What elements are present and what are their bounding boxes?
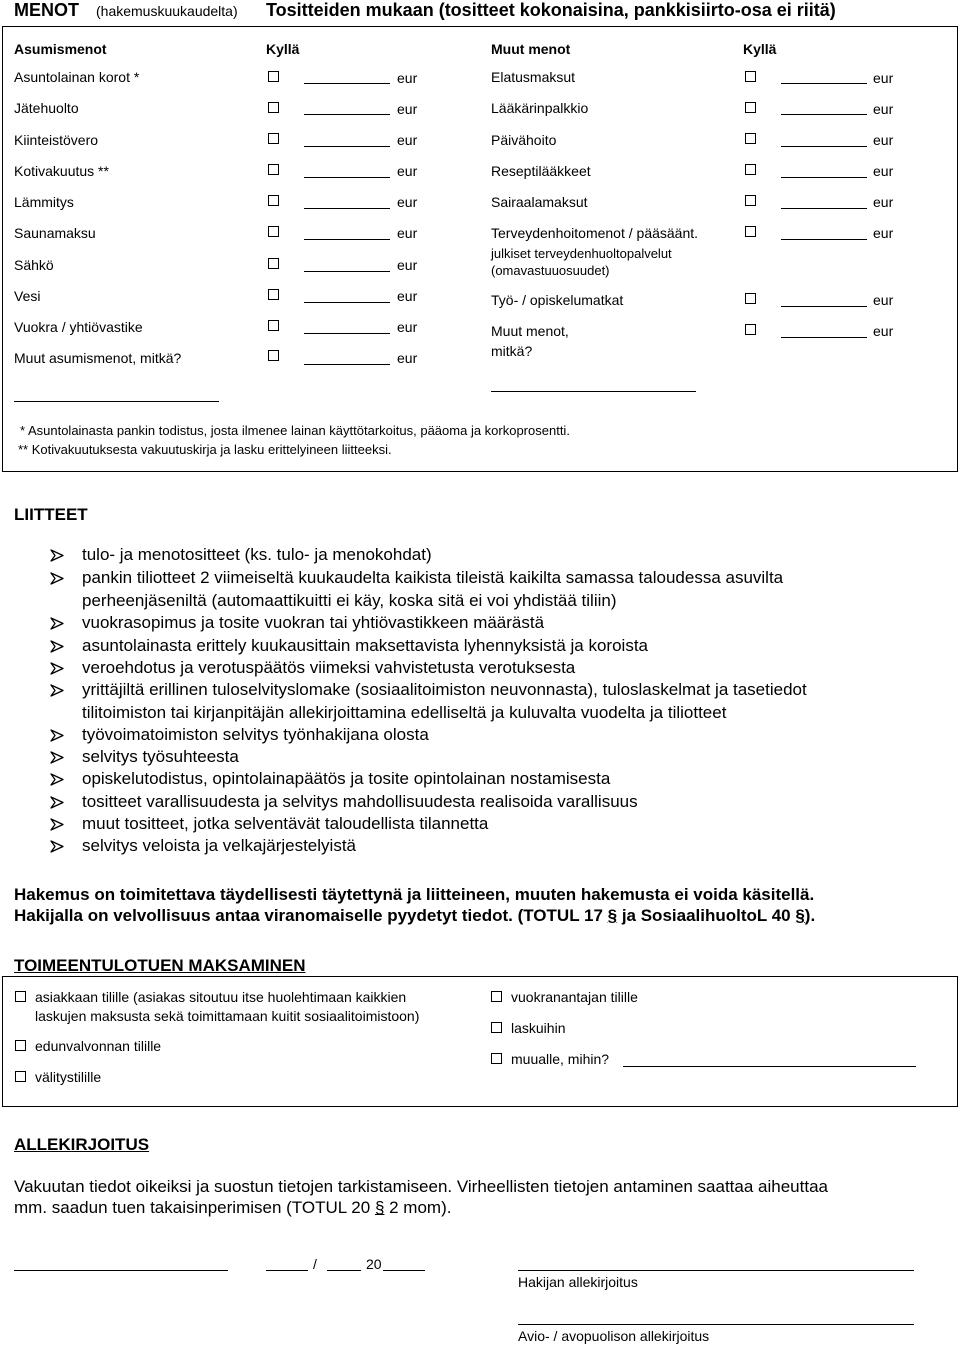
month-field[interactable] [327,1270,361,1271]
attachments-heading: LIITTEET [14,505,88,524]
currency-label: eur [397,101,418,117]
amount-field[interactable] [304,333,390,334]
amount-field[interactable] [781,337,867,338]
declaration-line-1: Vakuutan tiedot oikeiksi ja suostun tietojen tarkistamiseen. Virheellisten tietojen antaminen saattaa aiheuttaa [14,1177,828,1196]
yes-checkbox[interactable] [268,133,279,144]
expenses-frame [2,26,958,472]
year-prefix: 20 [366,1256,382,1272]
attachment-item: veroehdotus ja verotuspäätös viimeksi vahvistetusta verotuksesta [82,658,576,677]
health-note-line-2: (omavastuuosuudet) [491,263,610,278]
notice-line-2 [14,906,815,926]
amount-field[interactable] [304,83,390,84]
expense-label: Asuntolainan korot * [14,69,140,85]
spouse-signature-field[interactable] [518,1324,914,1325]
applicant-account-label: asiakkaan tilille (asiakas sitoutuu itse huolehtimaan kaikkien [35,989,407,1005]
attachment-item: vuokrasopimus ja tosite vuokran tai yhtiövastikkeen määrästä [82,613,545,632]
footnote-loan: * Asuntolainasta pankin todistus, josta ilmenee lainan käyttötarkoitus, pääoma ja korkoprosentti. [20,423,570,438]
declaration-text: 2 mom). [384,1198,452,1217]
landlord-account-label: vuokranantajan tilille [511,989,638,1005]
elsewhere-label: muualle, mihin? [511,1051,610,1067]
other-expenses-specify-field[interactable] [491,391,696,392]
expense-label: Kotivakuutus ** [14,163,109,179]
attachment-item: perheenjäseniltä (automaattikuitti ei käy, koska sitä ei voi yhdistää tiliin) [82,591,617,610]
yes-checkbox[interactable] [268,102,279,113]
expense-label: Elatusmaksut [491,69,576,85]
currency-label: eur [397,225,418,241]
currency-label: eur [397,319,418,335]
currency-label: eur [397,194,418,210]
elsewhere-field[interactable] [623,1066,916,1067]
yes-checkbox[interactable] [268,289,279,300]
expense-label: Vuokra / yhtiövastike [14,319,143,335]
guardian-account-label: edunvalvonnan tilille [35,1038,162,1054]
section-sign: § [795,906,805,925]
expense-label: Reseptilääkkeet [491,163,591,179]
notice-line-1: Hakemus on toimitettava täydellisesti täytettynä ja liitteineen, muuten hakemusta ei voida käsitellä. [14,885,815,904]
expense-label: Muut asumismenot, mitkä? [14,350,182,366]
currency-label: eur [873,101,894,117]
amount-field[interactable] [304,114,390,115]
yes-checkbox[interactable] [745,102,756,113]
currency-label: eur [873,292,894,308]
amount-field[interactable] [781,208,867,209]
footnote-insurance: ** Kotivakuutuksesta vakuutuskirja ja lasku erittelyineen liitteeksi. [18,442,392,457]
expense-label: Päivähoito [491,132,557,148]
place-field[interactable] [14,1270,228,1271]
section-title: MENOT [14,0,79,20]
currency-label: eur [397,70,418,86]
amount-field[interactable] [304,177,390,178]
attachment-item: tulo- ja menotositteet (ks. tulo- ja menokohdat) [82,545,432,564]
yes-checkbox[interactable] [745,195,756,206]
day-field[interactable] [266,1270,308,1271]
expense-label: Saunamaksu [14,225,96,241]
attachment-item: selvitys veloista ja velkajärjestelyistä [82,836,356,855]
invoice-checkbox[interactable] [491,1022,502,1033]
spouse-signature-label: Avio- / avopuolison allekirjoitus [518,1328,710,1344]
currency-label: eur [873,194,894,210]
applicant-signature-field[interactable] [518,1270,914,1271]
attachment-item: pankin tiliotteet 2 viimeiseltä kuukaudelta kaikista tileistä kaikilta samassa taloudessa asuvilta [82,568,784,587]
attachment-item: tilitoimiston tai kirjanpitäjän allekirjoittamina edelliseltä ja kuluvalta vuodelta ja tiliotteet [82,703,727,722]
expense-label: Sairaalamaksut [491,194,588,210]
currency-label: eur [397,350,418,366]
yes-checkbox[interactable] [745,324,756,335]
yes-checkbox[interactable] [745,293,756,304]
yes-checkbox[interactable] [268,71,279,82]
amount-field[interactable] [781,83,867,84]
currency-label: eur [873,132,894,148]
yes-checkbox[interactable] [745,71,756,82]
currency-label: eur [397,132,418,148]
attachment-item: yrittäjiltä erillinen tuloselvityslomake (sosiaalitoimiston neuvonnasta), tuloslaskelmat ja tasetiedot [82,680,807,699]
expense-label: Lääkärinpalkkio [491,100,589,116]
amount-field[interactable] [304,239,390,240]
expense-label: Lämmitys [14,194,74,210]
applicant-signature-label: Hakijan allekirjoitus [518,1274,638,1290]
attachment-item: selvitys työsuhteesta [82,747,239,766]
section-sign: § [607,906,618,925]
yes-checkbox[interactable] [268,258,279,269]
year-field[interactable] [383,1270,425,1271]
attachment-item: tositteet varallisuudesta ja selvitys mahdollisuudesta realisoida varallisuus [82,792,638,811]
signature-heading: ALLEKIRJOITUS [14,1135,150,1154]
invoice-label: laskuihin [511,1020,566,1036]
date-separator: / [313,1256,317,1272]
guardian-account-checkbox[interactable] [15,1040,26,1051]
notice-text: Hakijalla on velvollisuus antaa viranomaiselle pyydetyt tiedot. (TOTUL 17 [14,906,608,925]
yes-checkbox[interactable] [268,320,279,331]
declaration-text: mm. saadun tuen takaisinperimisen (TOTUL 20 [14,1198,375,1217]
attachment-item: asuntolainasta erittely kuukausittain maksettavista lyhennyksistä ja koroista [82,636,649,655]
yes-checkbox[interactable] [745,133,756,144]
amount-field[interactable] [781,146,867,147]
period-label: (hakemuskuukaudelta) [96,3,238,19]
yes-header-left: Kyllä [266,41,300,57]
yes-header-right: Kyllä [743,41,777,57]
currency-label: eur [397,163,418,179]
expense-label: Muut menot, [491,323,569,339]
currency-label: eur [397,257,418,273]
intermediary-account-label: välitystilille [35,1069,102,1085]
amount-field[interactable] [304,208,390,209]
applicant-account-label-2: laskujen maksusta sekä toimittamaan kuitit sosiaalitoimistoon) [35,1008,420,1024]
payment-heading: TOIMEENTULOTUEN MAKSAMINEN [14,956,306,975]
yes-checkbox[interactable] [268,226,279,237]
expense-label: Jätehuolto [14,100,79,116]
amount-field[interactable] [781,306,867,307]
currency-label: eur [873,225,894,241]
header-subtitle: Tositteiden mukaan (tositteet kokonaisina, pankkisiirto-osa ei riitä) [266,0,836,20]
expense-label-specify: mitkä? [491,343,533,359]
attachment-item: työvoimatoimiston selvitys työnhakijana olosta [82,725,429,744]
expense-label: Terveydenhoitomenot / pääsäänt. [491,225,699,241]
amount-field[interactable] [781,239,867,240]
applicant-account-checkbox[interactable] [15,991,26,1002]
amount-field[interactable] [781,114,867,115]
currency-label: eur [873,323,894,339]
expense-label: Sähkö [14,257,54,273]
amount-field[interactable] [304,146,390,147]
yes-checkbox[interactable] [268,164,279,175]
yes-checkbox[interactable] [745,226,756,237]
section-sign: § [374,1198,385,1217]
expense-label: Vesi [14,288,41,304]
intermediary-account-checkbox[interactable] [15,1071,26,1082]
other-expenses-header: Muut menot [491,41,571,57]
yes-checkbox[interactable] [745,164,756,175]
expense-label: Työ- / opiskelumatkat [491,292,624,308]
other-housing-specify-field[interactable] [14,401,219,402]
expense-label: Kiinteistövero [14,132,99,148]
elsewhere-checkbox[interactable] [491,1053,502,1064]
attachment-item: opiskelutodistus, opintolainapäätös ja tosite opintolainan nostamisesta [82,769,611,788]
yes-checkbox[interactable] [268,350,279,361]
landlord-account-checkbox[interactable] [491,991,502,1002]
yes-checkbox[interactable] [268,195,279,206]
amount-field[interactable] [304,302,390,303]
currency-label: eur [397,288,418,304]
currency-label: eur [873,70,894,86]
currency-label: eur [873,163,894,179]
amount-field[interactable] [781,177,867,178]
attachment-item: muut tositteet, jotka selventävät taloudellista tilannetta [82,814,489,833]
amount-field[interactable] [304,364,390,365]
notice-text: ja SosiaalihuoltoL 40 [617,906,796,925]
notice-text: ). [804,906,816,925]
housing-header: Asumismenot [14,41,107,57]
amount-field[interactable] [304,271,390,272]
declaration-line-2 [14,1198,451,1218]
health-note-line-1: julkiset terveydenhuoltopalvelut [491,246,672,261]
